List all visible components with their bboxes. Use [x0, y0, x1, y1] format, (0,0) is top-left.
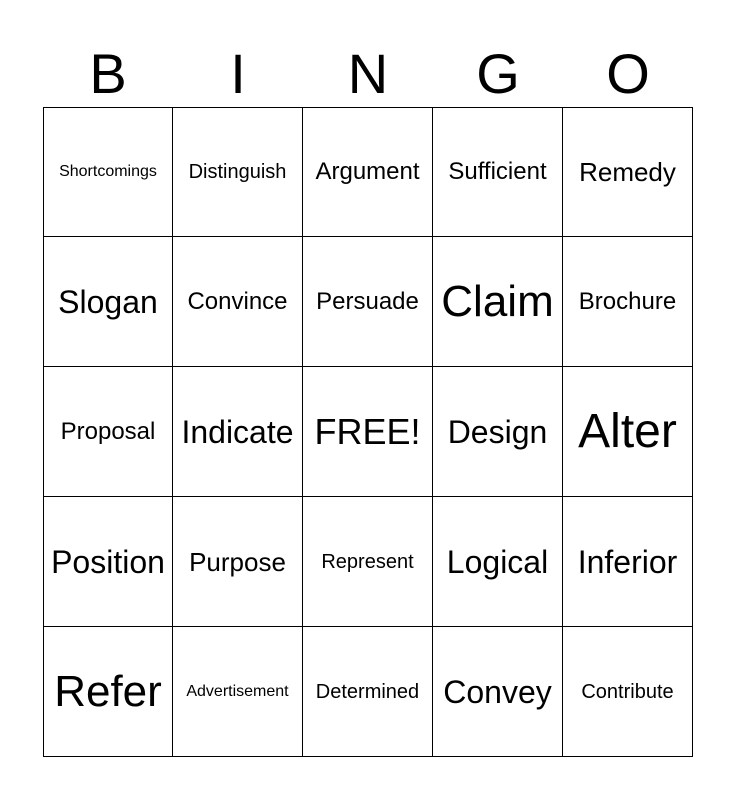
bingo-cell[interactable]: Advertisement	[173, 627, 303, 757]
header-letter-g: G	[476, 42, 520, 105]
bingo-cell[interactable]: Determined	[303, 627, 433, 757]
bingo-header	[43, 40, 693, 108]
bingo-cell[interactable]: Distinguish	[173, 107, 303, 237]
bingo-cell[interactable]: Represent	[303, 497, 433, 627]
free-space[interactable]: FREE!	[303, 367, 433, 497]
header-letter-b: B	[89, 42, 127, 105]
bingo-cell[interactable]: Convey	[433, 627, 563, 757]
bingo-cell[interactable]: Remedy	[563, 107, 693, 237]
bingo-cell[interactable]: Alter	[563, 367, 693, 497]
bingo-cell[interactable]: Refer	[43, 627, 173, 757]
bingo-cell[interactable]: Purpose	[173, 497, 303, 627]
bingo-board	[43, 107, 693, 757]
bingo-cell[interactable]: Logical	[433, 497, 563, 627]
bingo-cell[interactable]: Contribute	[563, 627, 693, 757]
bingo-cell[interactable]: Claim	[433, 237, 563, 367]
bingo-cell[interactable]: Inferior	[563, 497, 693, 627]
bingo-cell[interactable]: Brochure	[563, 237, 693, 367]
bingo-cell[interactable]: Slogan	[43, 237, 173, 367]
bingo-cell[interactable]: Position	[43, 497, 173, 627]
bingo-cell[interactable]: Shortcomings	[43, 107, 173, 237]
bingo-cell[interactable]: Convince	[173, 237, 303, 367]
bingo-cell[interactable]: Design	[433, 367, 563, 497]
header-letter-i: I	[230, 42, 246, 105]
bingo-cell[interactable]: Argument	[303, 107, 433, 237]
header-letter-n: N	[347, 42, 389, 105]
bingo-cell[interactable]: Indicate	[173, 367, 303, 497]
header-letter-o: O	[606, 42, 650, 105]
bingo-cell[interactable]: Persuade	[303, 237, 433, 367]
bingo-cell[interactable]: Sufficient	[433, 107, 563, 237]
bingo-cell[interactable]: Proposal	[43, 367, 173, 497]
